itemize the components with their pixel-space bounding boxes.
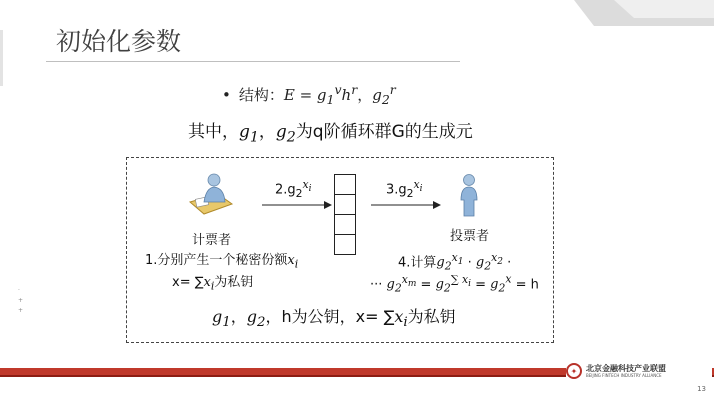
- step1-line2: $x= \sum x_i$为私钥: [172, 275, 254, 293]
- logo-cn-text: 北京金融科技产业联盟: [586, 364, 666, 373]
- where-prefix: 其中，: [188, 122, 239, 142]
- page-number: 13: [697, 385, 706, 393]
- arrow1-label: $2.g_2^{x_i}$: [275, 178, 312, 200]
- arrow-to-voter: [371, 200, 441, 210]
- stack-cell: [334, 174, 356, 195]
- alliance-seal-icon: ✦: [566, 363, 582, 379]
- key-summary: $g_1$，$g_2$，h为公钥，$x= \sum x_i$为私钥: [212, 307, 456, 331]
- where-comma: ，: [258, 122, 276, 142]
- alliance-logo: [566, 360, 712, 382]
- step4-line1: 4.计算$g_2^{x_1} \cdot g_2^{x_2}$ ·: [398, 251, 512, 273]
- counter-label: 计票者: [192, 233, 232, 248]
- corner-decoration: [554, 0, 714, 26]
- left-accent-bar: [0, 30, 3, 86]
- structure-label: 结构：: [238, 86, 284, 104]
- where-g2: $g_2$: [275, 122, 296, 146]
- title-divider: [46, 61, 460, 62]
- counter-person-icon: [188, 172, 234, 216]
- formula-g2: $g_2^r$: [372, 82, 396, 107]
- formula-separator: ，: [357, 86, 373, 104]
- share-stack: [334, 174, 356, 255]
- logo-en-text: BEIJING FINTECH INDUSTRY ALLIANCE: [586, 373, 662, 378]
- arrow2-label: $3.g_2^{x_i}$: [386, 178, 423, 200]
- voter-person-icon: [458, 174, 480, 218]
- page-title: 初始化参数: [56, 27, 182, 56]
- stack-cell: [334, 234, 356, 255]
- step1-line1: 1.分别产生一个秘密份额$x_i$: [145, 253, 299, 271]
- stack-cell: [334, 194, 356, 215]
- left-margin-marks: · + +: [18, 287, 24, 314]
- arrow-to-stack: [262, 200, 332, 210]
- where-g1: $g_1$: [239, 122, 259, 146]
- where-suffix: 为q阶循环群G的生成元: [295, 122, 473, 142]
- voter-label: 投票者: [450, 229, 490, 244]
- generator-definition: [188, 117, 473, 145]
- structure-line: [222, 82, 396, 107]
- stack-cell: [334, 214, 356, 235]
- bullet-dot: •: [222, 86, 231, 104]
- formula-e: $E = g_1^vh^r$: [283, 82, 358, 107]
- step4-line2: ··· $g_2^{x_m} = g_2^{\sum x_i} = g_2^x = h$: [370, 273, 539, 295]
